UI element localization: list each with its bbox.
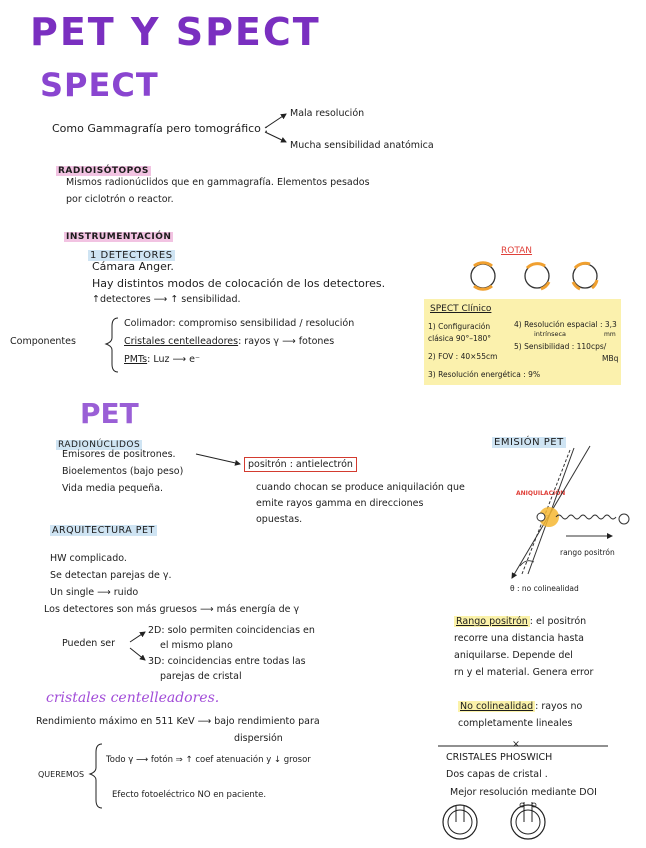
rango-positron-label: rango positrón [560, 548, 615, 557]
detectores-line-1: Cámara Anger. [92, 260, 174, 273]
branch-arrow-down [265, 132, 286, 142]
arq-line-4: Los detectores son más gruesos ⟶ más energía de γ [44, 604, 300, 615]
instrumentacion-heading: INSTRUMENTACIÓN [66, 232, 172, 242]
nocol-text: : rayos no [535, 701, 583, 712]
rango-def-line-4: rn y el material. Genera error [454, 667, 594, 678]
clinico-item-3: 3) Resolución energética : 9% [428, 370, 541, 379]
emision-pet-heading: EMISIÓN PET [494, 437, 564, 448]
rango-def-text: : el positrón [529, 616, 587, 627]
radionuclidos-heading: RADIONÚCLIDOS [58, 440, 141, 450]
clinico-item-4a: 4) Resolución espacial : 3,3 [514, 320, 617, 329]
clinico-item-2: 2) FOV : 40×55cm [428, 352, 498, 361]
rendimiento-line-1: Rendimiento máximo en 511 KeV ⟶ bajo rendimiento para [36, 716, 320, 727]
queremos-item-1: Todo γ ⟶ fotón ⇒ ↑ coef atenuación y ↓ grosor [106, 755, 311, 765]
clinico-item-5b: MBq [602, 354, 619, 363]
positron-arrow [196, 454, 240, 464]
rango-def-term: Rango positrón [456, 616, 528, 627]
phoswich-line-1: Dos capas de cristal . [446, 769, 548, 780]
pueden-ser-label: Pueden ser [62, 638, 116, 649]
pet-emission-diagram [512, 446, 629, 578]
spect-heading: SPECT [40, 66, 159, 104]
pet-rad-line-2: Bioelementos (bajo peso) [62, 466, 184, 477]
pet-rad-line-1: Emisores de positrones. [62, 449, 176, 460]
phoswich-heading: CRISTALES PHOSWICH [446, 752, 553, 763]
queremos-item-2: Efecto fotoeléctrico NO en paciente. [112, 790, 267, 800]
arq-line-2: Se detectan parejas de γ. [50, 570, 172, 581]
arq-line-1: HW complicado. [50, 553, 127, 564]
option-3d-line-1: 3D: coincidencias entre todas las [148, 656, 306, 667]
x-mark: × [512, 739, 520, 750]
rango-def-line-2: recorre una distancia hasta [454, 633, 584, 644]
positron-note-2: emite rayos gamma en direcciones [256, 498, 424, 509]
arq-line-3: Un single ⟶ ruido [50, 587, 139, 598]
clinico-item-5a: 5) Sensibilidad : 110cps/ [514, 342, 607, 351]
positron-note-3: opuestas. [256, 514, 303, 525]
spect-branch-2: Mucha sensibilidad anatómica [290, 140, 434, 151]
arquitectura-heading: ARQUITECTURA PET [52, 525, 155, 536]
componentes-label: Componentes [10, 336, 76, 347]
option-2d-line-2: el mismo plano [160, 640, 233, 651]
nocol-line-2: completamente lineales [458, 718, 573, 729]
positron-note-1: cuando chocan se produce aniquilación que [256, 482, 465, 493]
option-3d-line-2: parejas de cristal [160, 671, 242, 682]
radioisotopos-line-1: Mismos radionúclidos que en gammagrafía. Elementos pesados [66, 177, 370, 188]
queremos-brace [90, 744, 102, 808]
spect-clinico-heading: SPECT Clínico [430, 304, 492, 314]
radioisotopos-line-2: por ciclotrón o reactor. [66, 194, 174, 205]
pueden-arrow-up [130, 632, 145, 642]
aniquilacion-label: ANIQUILACIÓN [516, 490, 566, 497]
pueden-arrow-down [130, 648, 145, 660]
phoswich-line-2: Mejor resolución mediante DOI [450, 787, 597, 798]
phoswich-diagram [443, 802, 545, 839]
clinico-item-1a: 1) Configuración [428, 322, 491, 331]
queremos-label: QUEREMOS [38, 770, 85, 779]
radioisotopos-heading: RADIOISÓTOPOS [58, 166, 149, 176]
detectores-heading: 1 DETECTORES [90, 250, 173, 261]
spect-intro: Como Gammagrafía pero tomográfico : [52, 122, 269, 135]
pmts-label: PMTs [124, 354, 148, 365]
option-2d-line-1: 2D: solo permiten coincidencias en [148, 625, 315, 636]
clinico-item-4-unit: mm [604, 331, 616, 338]
theta-label: θ : no colinealidad [510, 584, 579, 593]
pmts-value: : Luz ⟶ e⁻ [147, 354, 200, 365]
rotating-detectors-diagram [471, 263, 597, 290]
rango-def-line-3: aniquilarse. Depende del [454, 650, 573, 661]
branch-arrow-up [265, 114, 286, 128]
cristales-value: : rayos γ ⟶ fotones [238, 336, 335, 347]
page-title: PET Y SPECT [30, 10, 321, 54]
rotan-label: ROTAN [501, 246, 533, 256]
clinico-item-1b: clásica 90°–180° [428, 334, 492, 343]
detectores-line-3: ↑detectores ⟶ ↑ sensibilidad. [92, 294, 241, 305]
detectores-line-2: Hay distintos modos de colocación de los detectores. [92, 277, 386, 290]
rendimiento-line-2: dispersión [234, 733, 283, 744]
component-colimador: Colimador: compromiso sensibilidad / resolución [124, 318, 355, 329]
spect-branch-1: Mala resolución [290, 108, 365, 119]
componentes-brace [106, 318, 118, 372]
cristales-heading: cristales centelleadores. [46, 690, 220, 706]
pet-rad-line-3: Vida media pequeña. [62, 483, 164, 494]
nocol-term: No colinealidad [460, 701, 534, 712]
clinico-item-4b: intrínseca [534, 330, 567, 338]
pet-heading: PET [80, 397, 139, 430]
positron-box: positrón : antielectrón [244, 457, 357, 472]
cristales-label: Cristales centelleadores [124, 336, 239, 347]
